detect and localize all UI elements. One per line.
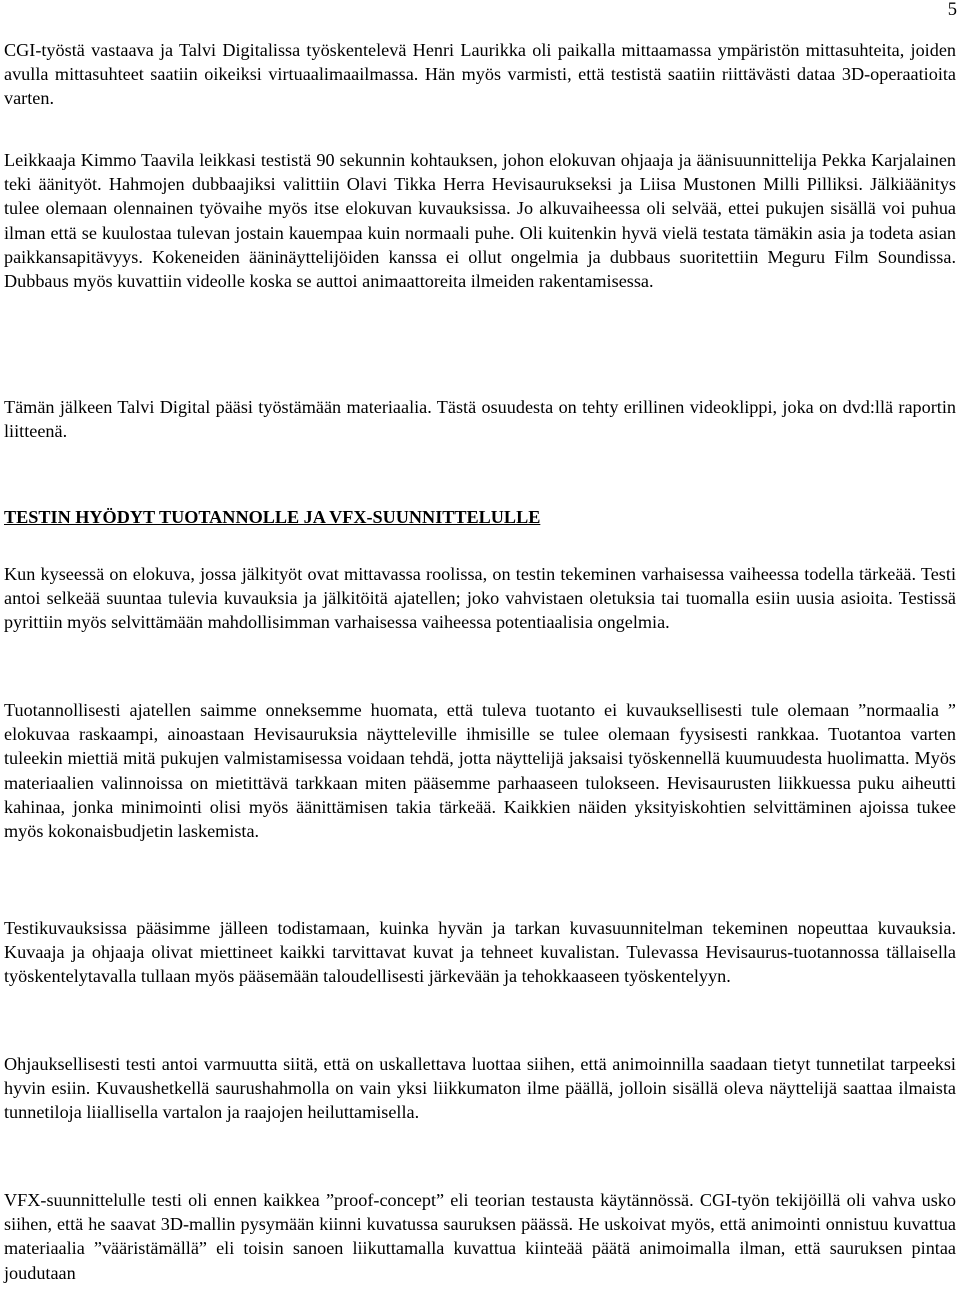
paragraph-early-testing: Kun kyseessä on elokuva, jossa jälkityöt ovat mittavassa roolissa, on testin tekeminen varhaisessa vaiheessa todella tärkeää. Testi antoi selkeää suuntaa tulevia kuvauksia ja jälkitöitä ajatellen; joko vahvistaen oletuksia tai tuomalla esiin uusia asioita. Testissä pyrittiin myös selvittämään mahdollisimman varhaisessa vaiheessa potentiaalisia ongelmia. [4,564,956,633]
paragraph-shot-planning: Testikuvauksissa pääsimme jälleen todistamaan, kuinka hyvän ja tarkan kuvasuunnitelman tekeminen nopeuttaa kuvauksia. Kuvaaja ja ohjaaja olivat miettineet kaikki tarvittavat kuvat ja tehneet kuvalistan. Tulevassa Hevisaurus-tuotannossa tällaisella työskentelytavalla tullaan myös pääsemään taloudellisesti järkevään ja tehokkaaseen työskentelyyn. [4,918,956,987]
paragraph-production: Tuotannollisesti ajatellen saimme onneksemme huomata, että tuleva tuotanto ei kuvauksellisesti tule olemaan ”normaalia ” elokuvaa raskaampi, ainoastaan Hevisauruksia näytteleville ihmisille se tulee olemaan fyysisesti rankkaa. Tuotantoa varten tuleekin miettiä mitä pukujen valmistamisessa voidaan tehdä, jotta näyttelijä jaksaisi työskennellä kuumuudesta huolimatta. Myös materiaalien valinnoissa on mietittävä tarkkaan miten pääsemme parhaaseen tulokseen. Hevisaurusten liikkuessa puku aiheutti kahinaa, jonka minimointi olisi myös äänittämisen takia tärkeää. Kaikkien näiden yksityiskohtien selvittäminen ajoissa tukee myös kokonaisbudjetin laskemista. [4,700,956,842]
paragraph-cgi-measurement: CGI-työstä vastaava ja Talvi Digitalissa työskentelevä Henri Laurikka oli paikalla mittaamassa ympäristön mittasuhteita, joiden avulla mittasuhteet saatiin oikeiksi virtuaalimaailmassa. Hän myös varmisti, että testistä saatiin riittävästi dataa 3D-operaatioita varten. [4,40,956,109]
section-heading: TESTIN HYÖDYT TUOTANNOLLE JA VFX-SUUNNITTELULLE [4,507,541,527]
paragraph-vfx-design: VFX-suunnittelulle testi oli ennen kaikkea ”proof-concept” eli teorian testausta käytännössä. CGI-työn tekijöillä oli vahva usko siihen, että he saavat 3D-mallin pysymään kiinni kuvatussa sauruksen päässä. He uskoivat myös, että animointi onnistuu kuvattua materiaalia ”vääristämällä” eli toisin sanoen liikuttamalla kuvattua kiinteää päätä animoimalla ilman, että sauruksen pintaa joudutaan [4,1190,956,1283]
page-number: 5 [947,0,957,20]
paragraph-directing: Ohjauksellisesti testi antoi varmuutta siitä, että on uskallettava luottaa siihen, että animoinnilla saadaan tietyt tunnetilat tarpeeksi hyvin esiin. Kuvaushetkellä saurushahmolla on vain yksi liikkumaton ilme päällä, jolloin sisällä oleva näyttelijä saattaa ilmaista tunnetiloja liiallisella vartalon ja raajojen heiluttamisella. [4,1054,956,1123]
paragraph-editing-dubbing: Leikkaaja Kimmo Taavila leikkasi testistä 90 sekunnin kohtauksen, johon elokuvan ohjaaja ja äänisuunnittelija Pekka Karjalainen teki äänityöt. Hahmojen dubbaajiksi valittiin Olavi Tikka Herra Hevisaurukseksi ja Liisa Mustonen Milli Pilliksi. Jälkiäänitys tulee olemaan olennainen työvaihe myös itse elokuvan kuvauksissa. Jo alkuvaiheessa oli selvää, ettei pukujen sisällä voi puhua ilman että se kuulostaa tulevan jostain kauempaa kuin normaali puhe. Oli kuitenkin hyvä vielä testata tämäkin asia ja todeta asian paikkansapitävyys. Kokeneiden ääninäyttelijöiden kanssa ei ollut ongelmia ja dubbaus suoritettiin Meguru Film Soundissa. Dubbaus myös kuvattiin videolle koska se auttoi animaattoreita ilmeiden rakentamisessa. [4,150,956,292]
paragraph-talvi-digital: Tämän jälkeen Talvi Digital pääsi työstämään materiaalia. Tästä osuudesta on tehty erillinen videoklippi, joka on dvd:llä raportin liitteenä. [4,397,956,442]
